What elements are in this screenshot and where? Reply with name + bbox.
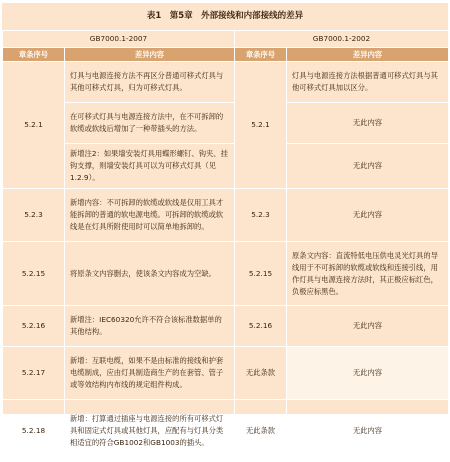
table-row <box>3 62 449 103</box>
table-row <box>3 306 449 347</box>
table-caption: 表1 第5章 外部接线和内部接线的差异 <box>146 11 304 21</box>
difference-right: 无此内容 <box>287 400 449 462</box>
standard-right: GB7000.1-2002 <box>235 31 449 48</box>
difference-left: 新增：打算通过插座与电源连接的所有可移式灯具和固定式灯具或其他灯具，应配有与灯具分类相适宜的符合GB1002和GB1003的插头。 <box>65 400 235 462</box>
clause-right: 无此条款 <box>235 400 287 462</box>
difference-left: 在可移式灯具与电源连接方法中，在不可拆卸的软缆或软线后增加了一种带插头的方法。 <box>65 103 235 144</box>
difference-right: 无此内容 <box>287 306 449 347</box>
clause-left: 5.2.15 <box>3 242 65 306</box>
clause-left: 5.2.1 <box>3 62 65 189</box>
standard-row <box>3 31 449 48</box>
clause-right: 5.2.3 <box>235 189 287 242</box>
table-row <box>3 347 449 400</box>
clause-right: 5.2.1 <box>235 62 287 189</box>
difference-right: 无此内容 <box>287 189 449 242</box>
header-clause-left: 章条序号 <box>3 48 65 62</box>
clause-left: 5.2.16 <box>3 306 65 347</box>
table-row <box>3 144 449 189</box>
difference-left: 灯具与电源连接方法不再区分普通可移式灯具与其他可移式灯具，归为可移式灯具。 <box>65 62 235 103</box>
table-row <box>3 189 449 242</box>
header-difference-right: 差异内容 <box>287 48 449 62</box>
difference-left: 新增注：IEC60320允许不符合该标准数据单的其他结构。 <box>65 306 235 347</box>
clause-left: 5.2.18 <box>3 400 65 462</box>
clause-left: 5.2.17 <box>3 347 65 400</box>
difference-left: 新增内容：不可拆卸的软缆或软线是仅用工具才能拆卸的普通的软电源电缆。可拆卸的软缆或软线是在灯具所附使用时可以简单地拆卸的。 <box>65 189 235 242</box>
difference-left: 新增注2：如果墙安装灯具用蝶形螺钉、钩夹、挂钩支撑，则墙安装灯具可以为可移式灯具（见1.2.9）。 <box>65 144 235 189</box>
difference-right: 无此内容 <box>287 144 449 189</box>
clause-right: 无此条款 <box>235 347 287 400</box>
document-table-frame <box>2 3 448 447</box>
clause-left: 5.2.3 <box>3 189 65 242</box>
clause-right: 5.2.16 <box>235 306 287 347</box>
difference-left: 将原条文内容删去，使该条文内容成为空缺。 <box>65 242 235 306</box>
table-row <box>3 103 449 144</box>
table-row <box>3 400 449 462</box>
difference-right: 灯具与电源连接方法根据普通可移式灯具与其他可移式灯具加以区分。 <box>287 62 449 103</box>
difference-right: 无此内容 <box>287 103 449 144</box>
table-row <box>3 242 449 306</box>
header-row <box>3 48 449 62</box>
difference-right: 无此内容 <box>287 347 449 400</box>
clause-right: 5.2.15 <box>235 242 287 306</box>
difference-right: 原条文内容：直流特低电压供电灵光灯具的导线用于不可拆卸的软缆或软线和连接引线，用作灯具与电源连接方法时，其正极应标红色，负极应标黑色。 <box>287 242 449 306</box>
standard-left: GB7000.1-2007 <box>3 31 235 48</box>
difference-table <box>2 30 449 462</box>
header-clause-right: 章条序号 <box>235 48 287 62</box>
difference-left: 新增：互联电缆，如果不是由标准的接线和护套电缆制成，应由灯具制造商生产的在套管、管子或等效结构内布线的规定组件构成。 <box>65 347 235 400</box>
header-difference-left: 差异内容 <box>65 48 235 62</box>
